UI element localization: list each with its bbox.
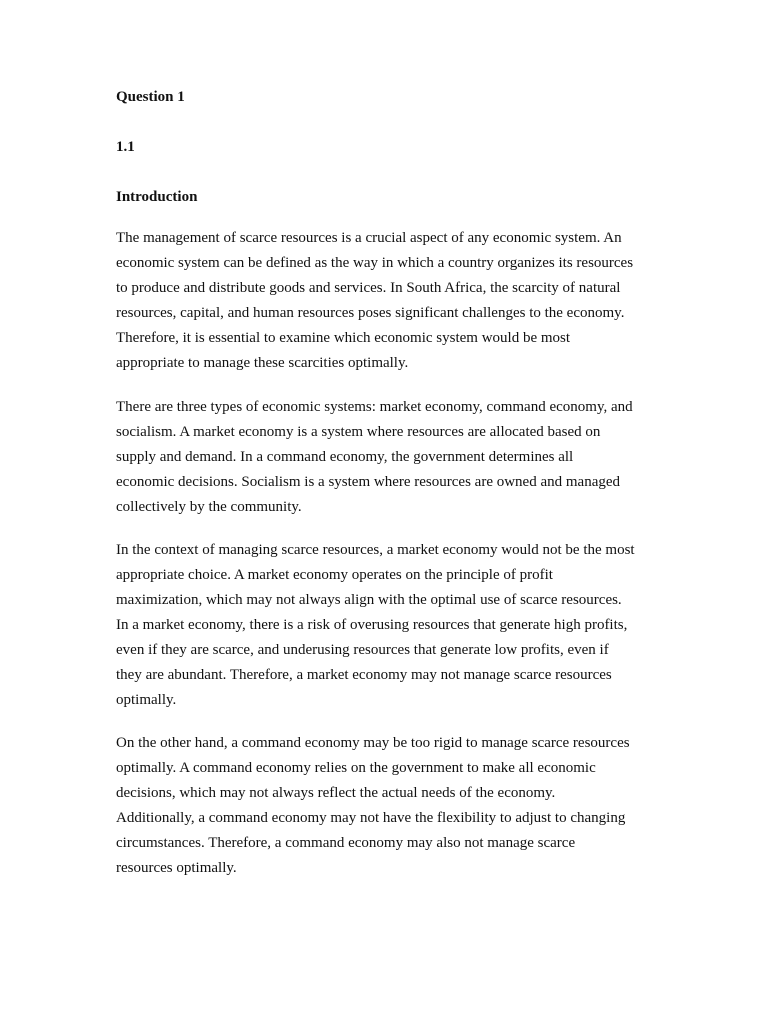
question-label: Question 1 bbox=[116, 89, 185, 105]
paragraph-line: decisions, which may not always reflect the actual needs of the economy. bbox=[116, 785, 556, 801]
paragraph bbox=[116, 395, 654, 520]
section-number: 1.1 bbox=[116, 139, 135, 155]
paragraph-line: socialism. A market economy is a system where resources are allocated based on bbox=[116, 424, 601, 440]
paragraph-line: even if they are scarce, and underusing resources that generate low profits, even if bbox=[116, 642, 609, 658]
paragraph-line: The management of scarce resources is a crucial aspect of any economic system. An bbox=[116, 230, 622, 246]
paragraph-line: maximization, which may not always align with the optimal use of scarce resources. bbox=[116, 592, 622, 608]
paragraph-line: appropriate to manage these scarcities optimally. bbox=[116, 355, 409, 371]
paragraph-line: to produce and distribute goods and services. In South Africa, the scarcity of natural bbox=[116, 280, 621, 296]
section-title: Introduction bbox=[116, 189, 198, 205]
paragraph-line: In the context of managing scarce resources, a market economy would not be the most bbox=[116, 542, 635, 558]
paragraph-line: collectively by the community. bbox=[116, 499, 302, 515]
paragraph-line: supply and demand. In a command economy, the government determines all bbox=[116, 449, 574, 465]
paragraph-line: On the other hand, a command economy may be too rigid to manage scarce resources bbox=[116, 735, 630, 751]
paragraph-line: they are abundant. Therefore, a market economy may not manage scarce resources bbox=[116, 667, 612, 683]
paragraph-line: Therefore, it is essential to examine which economic system would be most bbox=[116, 330, 571, 346]
paragraph-line: circumstances. Therefore, a command economy may also not manage scarce bbox=[116, 835, 576, 851]
paragraph bbox=[116, 538, 654, 713]
paragraph-line: optimally. A command economy relies on the government to make all economic bbox=[116, 760, 596, 776]
paragraph-line: There are three types of economic systems: market economy, command economy, and bbox=[116, 399, 633, 415]
paragraph-line: economic decisions. Socialism is a system where resources are owned and managed bbox=[116, 474, 621, 490]
paragraph-line: optimally. bbox=[116, 692, 177, 708]
paragraph-line: economic system can be defined as the way in which a country organizes its resources bbox=[116, 255, 634, 271]
paragraph-line: resources optimally. bbox=[116, 860, 237, 876]
paragraph-line: In a market economy, there is a risk of overusing resources that generate high profits, bbox=[116, 617, 628, 633]
paragraph bbox=[116, 731, 654, 881]
paragraph-line: appropriate choice. A market economy operates on the principle of profit bbox=[116, 567, 553, 583]
paragraph-line: Additionally, a command economy may not have the flexibility to adjust to changing bbox=[116, 810, 626, 826]
paragraph-line: resources, capital, and human resources poses significant challenges to the economy. bbox=[116, 305, 625, 321]
paragraph bbox=[116, 226, 654, 376]
